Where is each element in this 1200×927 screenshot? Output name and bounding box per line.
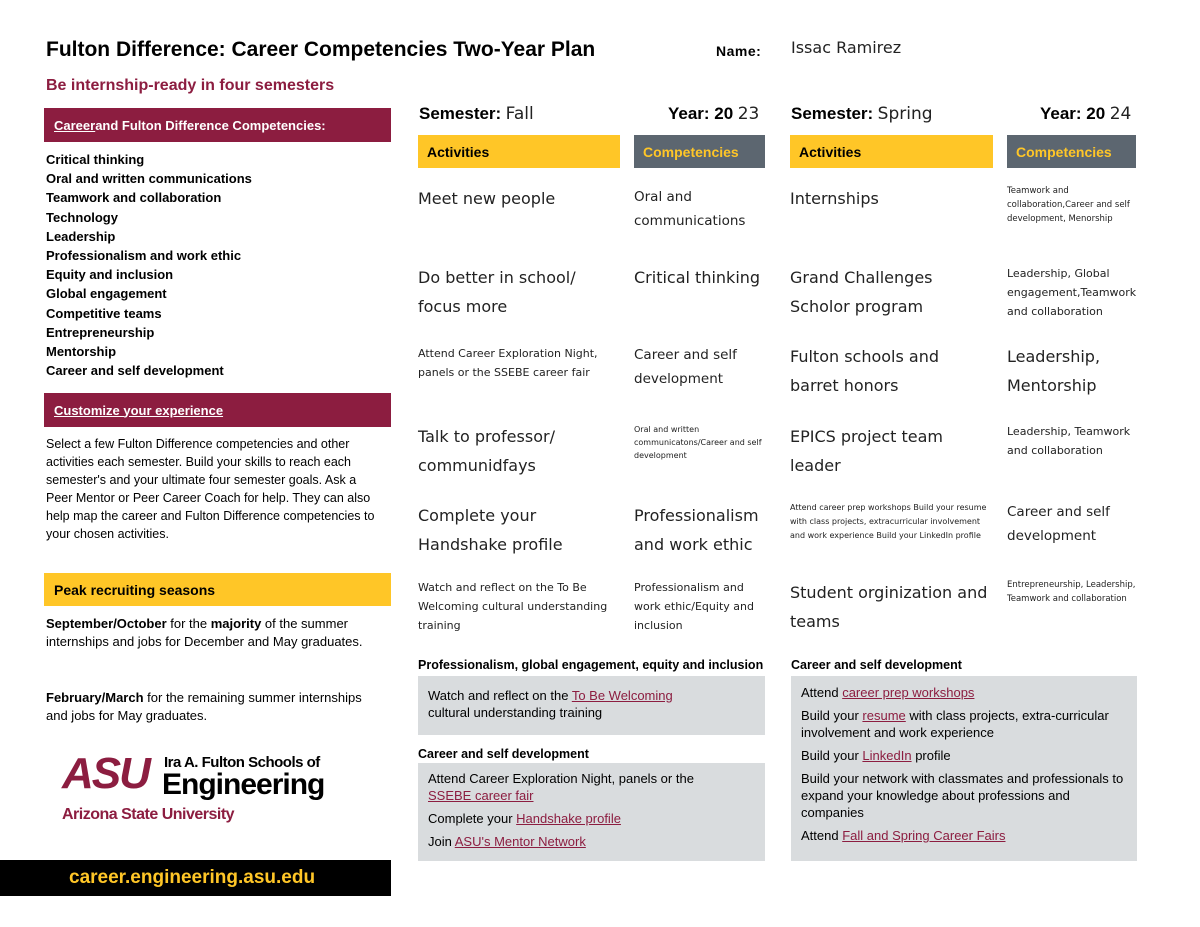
name-field[interactable]: Issac Ramirez xyxy=(791,38,902,57)
peak-text: of the summer internships and jobs for December and May graduates. xyxy=(46,616,363,649)
suggestion-text: Complete your xyxy=(428,811,517,826)
year-2-value[interactable]: 24 xyxy=(1109,104,1132,124)
peak-paragraph-1 xyxy=(46,615,366,651)
fall-suggestion-heading-1: Professionalism, global engagement, equity and inclusion xyxy=(418,658,764,672)
competencies-heading-text: and Fulton Difference Competencies: xyxy=(95,117,326,133)
fall-suggestion-heading-2: Career and self development xyxy=(418,747,589,761)
suggestion-text: Build your xyxy=(801,708,863,723)
list-item: Oral and written communications xyxy=(46,171,252,187)
asu-logo-mark: ASU xyxy=(62,749,149,798)
footer-url[interactable]: career.engineering.asu.edu xyxy=(0,860,391,896)
peak-season-2: February/March xyxy=(46,690,144,705)
suggestion-text: cultural understanding training xyxy=(428,705,603,720)
page-subtitle: Be internship-ready in four semesters xyxy=(46,77,335,94)
peak-season-1: September/October xyxy=(46,616,167,631)
list-item: Leadership xyxy=(46,228,116,244)
suggestion-text: profile xyxy=(911,748,951,763)
spring-activity-6[interactable]: Student orginization and teams xyxy=(790,583,988,631)
list-item: Technology xyxy=(46,209,118,225)
logo-university: Arizona State University xyxy=(62,806,235,823)
page-title: Fulton Difference: Career Competencies Two-Year Plan xyxy=(46,38,596,61)
competencies-heading xyxy=(44,108,391,142)
list-item: Competitive teams xyxy=(46,305,162,321)
list-item: Entrepreneurship xyxy=(46,324,155,340)
fall-competency-5[interactable]: Professionalism and work ethic xyxy=(634,506,759,554)
suggestion-text: Build your xyxy=(801,748,863,763)
suggestion-text: Attend Career Exploration Night, panels or the xyxy=(428,771,694,786)
spring-competency-5[interactable]: Career and self development xyxy=(1007,504,1110,544)
spring-activity-2[interactable]: Grand Challenges Scholor program xyxy=(790,268,933,316)
customize-link[interactable]: Customize your experience xyxy=(54,402,224,418)
resume-link[interactable]: resume xyxy=(862,708,906,723)
spring-suggestion-heading: Career and self development xyxy=(791,658,962,672)
list-item: Teamwork and collaboration xyxy=(46,190,222,206)
peak-text: for the xyxy=(166,616,211,631)
suggestion-text: with class projects, extra-curricular involvement and work experience xyxy=(801,708,1109,740)
fall-suggestion-box-2 xyxy=(418,763,765,861)
peak-paragraph-2 xyxy=(46,689,366,725)
list-item: Equity and inclusion xyxy=(46,267,174,283)
list-item: Professionalism and work ethic xyxy=(46,248,242,264)
fall-suggestion-box-1 xyxy=(418,676,765,735)
customize-text: Select a few Fulton Difference competencies and other activities each semester. Build your skills to reach each semester's and your ultimate four semester goals. Ask a Peer Mentor or Peer Career Coach for help. They can also help map the career and Fulton Difference competencies to your chosen activities. xyxy=(46,437,375,541)
career-fairs-link[interactable]: Fall and Spring Career Fairs xyxy=(842,828,1006,843)
suggestion-text: Join xyxy=(428,834,455,849)
fall-competency-1[interactable]: Oral and communications xyxy=(634,189,746,229)
semester-label: Semester: xyxy=(419,104,502,123)
year-label: Year: 20 xyxy=(668,104,734,123)
spring-activity-4[interactable]: EPICS project team leader xyxy=(790,427,944,475)
semester-label: Semester: xyxy=(791,104,874,123)
competency-list xyxy=(46,150,252,380)
suggestion-text: Attend xyxy=(801,685,843,700)
career-link[interactable]: Career xyxy=(54,117,96,133)
spring-competency-2[interactable]: Leadership, Global engagement,Teamwork and collaboration xyxy=(1007,267,1137,318)
ssebe-career-fair-link[interactable]: SSEBE career fair xyxy=(428,788,534,803)
semester-1-label xyxy=(419,104,534,124)
suggestion-text: Watch and reflect on the xyxy=(428,688,572,703)
activities-header-2: Activities xyxy=(790,135,993,168)
semester-2-label xyxy=(791,104,933,124)
spring-suggestion-box xyxy=(791,676,1137,861)
fall-activity-3[interactable]: Attend Career Exploration Night, panels or the SSEBE career fair xyxy=(418,347,598,379)
spring-competency-1[interactable]: Teamwork and collaboration,Career and self development, Menorship xyxy=(1007,186,1130,224)
fall-activity-2[interactable]: Do better in school/ focus more xyxy=(418,268,576,316)
asu-logo xyxy=(62,749,352,832)
fall-activity-6[interactable]: Watch and reflect on the To Be Welcoming cultural understanding training xyxy=(418,581,608,632)
peak-heading: Peak recruiting seasons xyxy=(44,573,391,606)
peak-text: for the remaining summer internships and jobs for May graduates. xyxy=(46,690,362,723)
semester-1-value[interactable]: Fall xyxy=(505,104,534,124)
spring-activity-1[interactable]: Internships xyxy=(790,189,879,208)
list-item: Career and self development xyxy=(46,363,224,379)
semester-2-value[interactable]: Spring xyxy=(877,104,933,124)
customize-heading xyxy=(44,393,391,427)
year-2-label xyxy=(1040,104,1131,124)
fall-competency-4[interactable]: Oral and written communicatons/Career and self development xyxy=(634,425,762,460)
list-item: Global engagement xyxy=(46,286,167,302)
peak-emphasis: majority xyxy=(210,616,262,631)
spring-competency-3[interactable]: Leadership, Mentorship xyxy=(1007,347,1101,395)
career-prep-workshops-link[interactable]: career prep workshops xyxy=(842,685,975,700)
competencies-header-2: Competencies xyxy=(1007,135,1136,168)
fall-activity-4[interactable]: Talk to professor/ communidfays xyxy=(418,427,555,475)
fall-activity-1[interactable]: Meet new people xyxy=(418,189,556,208)
fall-competency-6[interactable]: Professionalism and work ethic/Equity and inclusion xyxy=(634,581,754,632)
suggestion-text: Attend xyxy=(801,828,843,843)
handshake-profile-link[interactable]: Handshake profile xyxy=(516,811,621,826)
to-be-welcoming-link[interactable]: To Be Welcoming xyxy=(571,688,673,703)
logo-engineering: Engineering xyxy=(162,768,325,801)
spring-competency-4[interactable]: Leadership, Teamwork and collaboration xyxy=(1007,425,1131,457)
spring-activity-5[interactable]: Attend career prep workshops Build your resume with class projects, extracurricular involvement and work experience Build your LinkedIn profile xyxy=(790,503,987,540)
activities-header-1: Activities xyxy=(418,135,620,168)
spring-activity-3[interactable]: Fulton schools and barret honors xyxy=(790,347,940,395)
fall-activity-5[interactable]: Complete your Handshake profile xyxy=(418,506,563,554)
year-1-label xyxy=(668,104,759,124)
competencies-header-1: Competencies xyxy=(634,135,765,168)
fall-competency-2[interactable]: Critical thinking xyxy=(634,268,761,287)
spring-competency-6[interactable]: Entrepreneurship, Leadership, Teamwork and collaboration xyxy=(1007,580,1136,604)
list-item: Mentorship xyxy=(46,344,117,360)
suggestion-text: Build your network with classmates and professionals to expand your knowledge about professions and companies xyxy=(801,771,1124,820)
list-item: Critical thinking xyxy=(46,152,145,167)
fall-competency-3[interactable]: Career and self development xyxy=(634,347,737,387)
mentor-network-link[interactable]: ASU's Mentor Network xyxy=(454,834,586,849)
year-label: Year: 20 xyxy=(1040,104,1106,123)
year-1-value[interactable]: 23 xyxy=(737,104,760,124)
logo-school: Ira A. Fulton Schools of xyxy=(164,754,320,771)
name-label: Name: xyxy=(716,43,762,59)
linkedin-link[interactable]: LinkedIn xyxy=(862,748,912,763)
